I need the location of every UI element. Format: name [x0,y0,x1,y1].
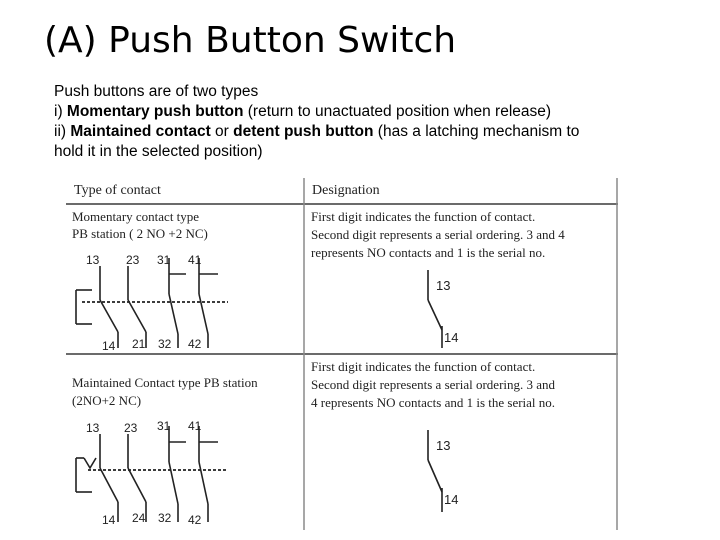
row1-type-line2: PB station ( 2 NO +2 NC) [72,226,208,241]
intro-line-2 [54,102,694,122]
row1-label-top-3: 31 [157,253,171,267]
intro-line-3-rest: (has a latching mechanism to [373,123,580,140]
row2-label-bottom-3: 32 [158,511,172,525]
row2-contact-top-label: 13 [436,438,451,453]
intro-line-2-rest: (return to unactuated position when release) [243,103,552,120]
row2-desc-line3: 4 represents NO contacts and 1 is the serial no. [311,395,556,410]
row2-type-line1: Maintained Contact type PB station [72,375,258,390]
row1-desc-line1: First digit indicates the function of contact. [311,209,536,224]
no-contact-symbol-2 [406,426,526,526]
intro-line-3 [54,122,694,142]
row1-label-bottom-2: 21 [132,337,146,351]
row1-contact-top-label: 13 [436,278,451,293]
intro-line-3-prefix: ii) [54,123,71,140]
row2-type-line2: (2NO+2 NC) [72,393,142,408]
row2-label-top-4: 41 [188,419,202,433]
row2-desc-line2: Second digit represents a serial ordering. 3 and [311,377,556,392]
row1-label-top-1: 13 [86,253,100,267]
intro-line-1: Push buttons are of two types [54,83,259,100]
row2-label-top-3: 31 [157,419,171,433]
row2-label-top-2: 23 [124,421,138,435]
detent-term: detent push button [233,123,374,140]
intro-line-3-mid: or [210,123,234,140]
row1-desc-line3: represents NO contacts and 1 is the serial no. [311,245,546,260]
row1-label-bottom-4: 42 [188,337,202,351]
momentary-term: Momentary push button [66,103,244,120]
row1-label-bottom-3: 32 [158,337,172,351]
row1-label-top-4: 41 [188,253,202,267]
intro-text [54,82,694,162]
no-contact-symbol-1 [406,264,526,354]
row1-label-top-2: 23 [126,253,140,267]
maintained-term: Maintained contact [70,123,211,140]
contact-table [66,178,618,530]
row2-label-bottom-1: 14 [102,513,116,527]
row2-contact-bottom-label: 14 [444,492,459,507]
row2-label-bottom-4: 42 [188,513,202,527]
row1-label-bottom-1: 14 [102,339,116,353]
row1-desc-line2: Second digit represents a serial ordering. 3 and 4 [311,227,565,242]
row1-type-line1: Momentary contact type [72,209,200,224]
header-designation: Designation [312,183,380,198]
row2-desc-line1: First digit indicates the function of contact. [311,359,536,374]
row2-description [311,358,611,412]
header-type-of-contact: Type of contact [74,183,161,198]
intro-line-2-prefix: i) [54,103,67,120]
slide-title: (A) Push Button Switch [44,20,457,61]
row1-description [311,208,611,262]
row1-contact-bottom-label: 14 [444,330,459,345]
maintained-pb-station-diagram [66,412,302,530]
row2-label-top-1: 13 [86,421,100,435]
row2-label-bottom-2: 24 [132,511,146,525]
momentary-pb-station-diagram [66,244,302,354]
intro-line-4: hold it in the selected position) [54,143,263,160]
